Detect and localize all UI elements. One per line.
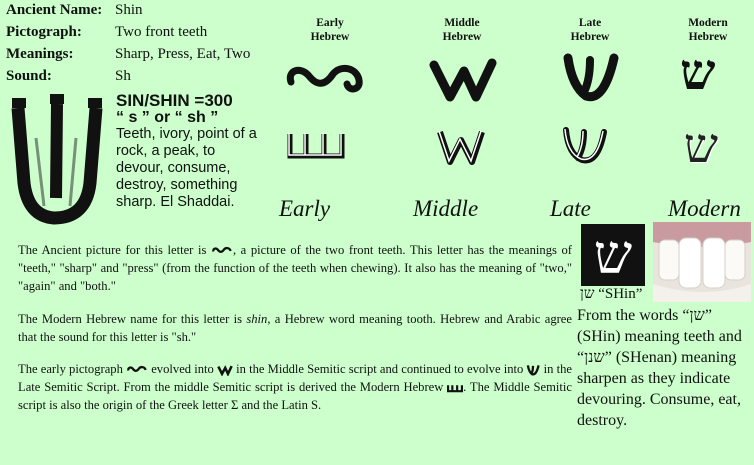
late-hebrew-glyph-icon xyxy=(560,52,620,108)
paragraph-ancient-picture: The Ancient picture for this letter is , a picture of the two front teeth. This letter has the meanings of "teeth," "sharp" and "press" (from the function of the teeth when chewing). It also has the meaning of "two," "again" and "both." xyxy=(18,243,572,293)
column-head-late: Late Hebrew xyxy=(570,17,610,43)
modern-shin-inline-icon xyxy=(447,382,463,395)
early-shin-inline-icon xyxy=(211,246,233,256)
shin-etymology-note: From the words “שן” (SHin) meaning teeth and “שנן” (SHenan) meaning sharpen as they indicate devouring. Consume, eat, destroy. xyxy=(577,307,742,429)
label-late: Late xyxy=(550,196,591,221)
sound-label: Sound: xyxy=(6,68,52,84)
middle-outline-glyph-icon xyxy=(436,128,486,166)
late-shin-inline-icon xyxy=(526,364,540,377)
sin-description xyxy=(116,92,266,211)
shin-caption: שן “SHin” xyxy=(580,286,643,302)
modern-outline-glyph-icon: ש xyxy=(684,118,718,174)
sin-sounds: “ s ” or “ sh ” xyxy=(116,109,219,126)
early-hebrew-glyph-icon xyxy=(285,60,365,100)
label-modern: Modern xyxy=(668,196,741,221)
meanings-label: Meanings: xyxy=(6,46,74,62)
paragraph-evolution: The early pictograph evolved into in the Middle Semitic script and continued to evolve into in the Late Semitic Script. From the middle Semitic script is derived the Modern Hebrew . The Middle Semitic script is also the origin of the Greek letter Σ and the Latin S. xyxy=(18,362,572,412)
sound-value: Sh xyxy=(115,68,131,84)
sin-title: SIN/SHIN =300 xyxy=(116,91,233,110)
teeth-photo-icon xyxy=(653,222,751,302)
pictograph-label: Pictograph: xyxy=(6,24,82,40)
column-head-modern: Modern Hebrew xyxy=(688,17,728,43)
middle-shin-inline-icon xyxy=(217,364,233,376)
pictograph-value: Two front teeth xyxy=(115,24,208,40)
early-outline-glyph-icon xyxy=(286,130,346,162)
ancient-name-label: Ancient Name: xyxy=(6,2,103,18)
meanings-value: Sharp, Press, Eat, Two xyxy=(115,46,251,62)
middle-hebrew-glyph-icon xyxy=(428,55,498,105)
paragraph-modern-name: The Modern Hebrew name for this letter is shin, a Hebrew word meaning tooth. Hebrew and Arabic agree that the sound for this letter is "sh." xyxy=(18,312,572,344)
label-early: Early xyxy=(279,196,331,221)
late-outline-glyph-icon xyxy=(560,126,610,168)
modern-shin-tile: ש xyxy=(581,224,645,286)
column-head-early: Early Hebrew xyxy=(310,17,350,43)
sin-meaning-text: Teeth, ivory, point of a rock, a peak, to devour, consume, destroy, something sharp. El Shaddai. xyxy=(116,126,257,210)
modern-hebrew-glyph-icon: ש xyxy=(680,42,716,101)
column-head-middle: Middle Hebrew xyxy=(442,17,482,43)
large-shin-pictograph-icon xyxy=(6,88,106,228)
ancient-name-value: Shin xyxy=(115,2,143,18)
early-shin-inline-icon xyxy=(126,365,148,375)
label-middle: Middle xyxy=(413,196,479,221)
